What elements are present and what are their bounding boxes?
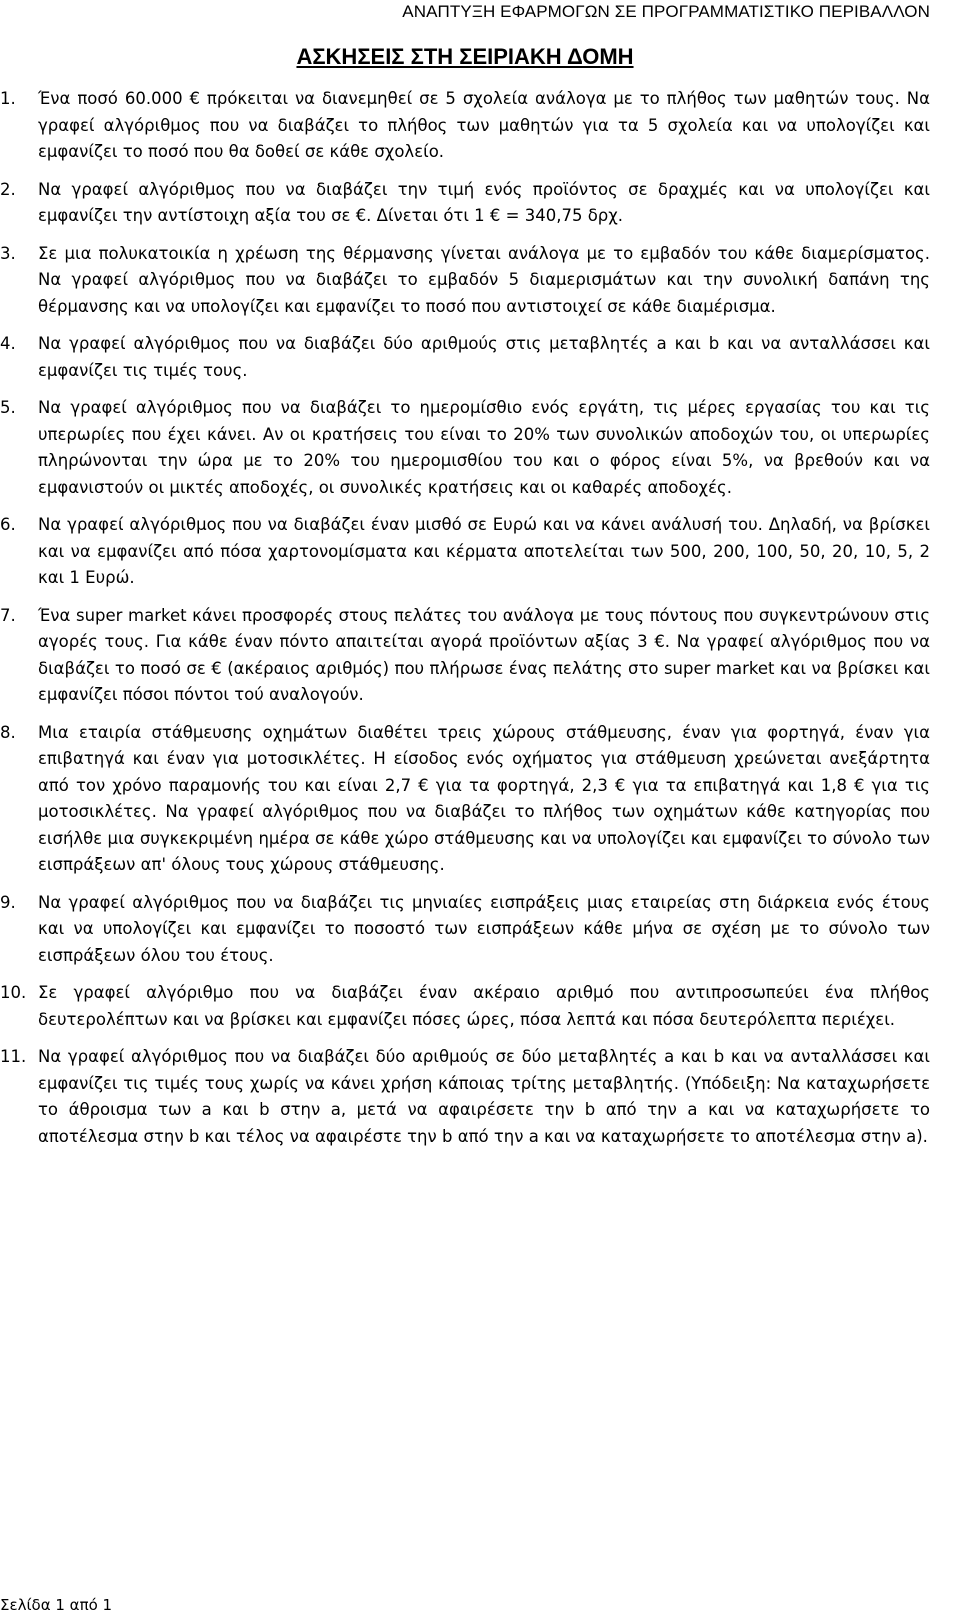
exercise-number: 3.	[0, 243, 16, 263]
exercise-number: 5.	[0, 398, 16, 417]
exercise-text: Ένα super market κάνει προσφορές στους πελάτες του ανάλογα με τους πόντους που συγκεντρώνουν στις αγορές τους. Για κάθε έναν πόντο απαιτείται αγορά προϊόντων αξίας 3 €. Να γραφεί αλγόριθμος που να διαβάζει το ποσό σε € (ακέραιος αριθμός) που πλήρωσε ένας πελάτης στο super market και να βρίσκει και εμφανίζει πόσοι πόντοι τού αναλογούν.	[38, 605, 930, 704]
page-title: ΑΣΚΗΣΕΙΣ ΣΤΗ ΣΕΙΡΙΑΚΗ ΔΟΜΗ	[296, 44, 634, 69]
exercise-number: 1.	[0, 89, 16, 108]
exercise-text: Να γραφεί αλγόριθμος που να διαβάζει την τιμή ενός προϊόντος σε δραχμές και να υπολογίζει και εμφανίζει την αντίστοιχη αξία του σε €. Δίνεται ότι 1 € = 340,75 δρχ.	[38, 179, 930, 225]
exercise-number: 4.	[0, 334, 16, 353]
page-footer: Σελίδα 1 από 1	[0, 1596, 113, 1614]
exercise-text: Ένα ποσό 60.000 € πρόκειται να διανεμηθεί σε 5 σχολεία ανάλογα με το πλήθος των μαθητών τους. Να γραφεί αλγόριθμος που να διαβάζει το πλήθος των μαθητών για τα 5 σχολεία και να υπολογίζει και εμφανίζει το ποσό που θα δοθεί σε κάθε σχολείο.	[38, 89, 930, 161]
exercise-item-1	[0, 86, 930, 166]
exercise-text: Να γραφεί αλγόριθμος που να διαβάζει τις μηνιαίες εισπράξεις μιας εταιρείας στη διάρκεια ενός έτους και να υπολογίζει και εμφανίζει το ποσοστό των εισπράξεων κάθε μήνα σε σχέση με το σύνολο των εισπράξεων όλου του έτους.	[38, 892, 930, 965]
exercise-number: 11.	[0, 1047, 27, 1066]
exercise-item-10	[0, 980, 930, 1033]
exercise-number: 6.	[0, 515, 16, 534]
exercise-text: Να γραφεί αλγόριθμος που να διαβάζει έναν μισθό σε Ευρώ και να κάνει ανάλυσή του. Δηλαδή, να βρίσκει και να εμφανίζει από πόσα χαρτονομίσματα και κέρματα αποτελείται των 500, 200, 100, 50, 20, 10, 5, 2 και 1 Ευρώ.	[38, 515, 930, 587]
exercise-item-9	[0, 890, 930, 970]
exercise-text: Να γραφεί αλγόριθμος που να διαβάζει δύο αριθμούς σε δύο μεταβλητές a και b και να ανταλλάσσει και εμφανίζει τις τιμές τους χωρίς να κάνει χρήση κάποιας τρίτης μεταβλητής. (Υπόδειξη: Να καταχωρήσετε το άθροισμα των a και b στην a, μετά να αφαιρέσετε την b από την a και να καταχωρήσετε το αποτέλεσμα στην b και τέλος να αφαιρέστε την b από την a και να καταχωρήσετε το αποτέλεσμα στην a).	[38, 1047, 930, 1146]
exercise-text: Σε μια πολυκατοικία η χρέωση της θέρμανσης γίνεται ανάλογα με το εμβαδόν του κάθε διαμερίσματος. Να γραφεί αλγόριθμος που να διαβάζει το εμβαδόν 5 διαμερισμάτων και την συνολική δαπάνη της θέρμανσης και να υπολογίζει και εμφανίζει το ποσό που αντιστοιχεί σε κάθε διαμέρισμα.	[38, 243, 930, 316]
exercise-text: Σε γραφεί αλγόριθμο που να διαβάζει έναν ακέραιο αριθμό που αντιπροσωπεύει ένα πλήθος δευτερολέπτων και να βρίσκει και εμφανίζει πόσες ώρες, πόσα λεπτά και πόσα δευτερόλεπτα περιέχει.	[38, 983, 930, 1029]
exercise-item-4	[0, 331, 930, 384]
exercise-item-2	[0, 177, 930, 230]
exercise-item-5	[0, 395, 930, 501]
exercise-item-11	[0, 1044, 930, 1150]
page-header: ΑΝΑΠΤΥΞΗ ΕΦΑΡΜΟΓΩΝ ΣΕ ΠΡΟΓΡΑΜΜΑΤΙΣΤΙΚΟ ΠΕΡΙΒΑΛΛΟΝ	[402, 2, 930, 21]
exercise-item-6	[0, 512, 930, 592]
exercise-number: 9.	[0, 892, 16, 912]
exercise-text: Να γραφεί αλγόριθμος που να διαβάζει δύο αριθμούς στις μεταβλητές a και b και να ανταλλάσσει και εμφανίζει τις τιμές τους.	[38, 334, 930, 380]
exercise-item-8	[0, 720, 930, 879]
exercise-item-7	[0, 603, 930, 709]
exercise-item-3	[0, 241, 930, 321]
exercise-text: Μια εταιρία στάθμευσης οχημάτων διαθέτει τρεις χώρους στάθμευσης, έναν για φορτηγά, έναν για επιβατηγά και έναν για μοτοσικλέτες. Η είσοδος ενός οχήματος για στάθμευση χρεώνεται ανεξάρτητα από τον χρόνο παραμονής του και είναι 2,7 € για τα φορτηγά, 2,3 € για τα επιβατηγά και 1,8 € για τις μοτοσικλέτες. Να γραφεί αλγόριθμος που να διαβάζει το πλήθος των οχημάτων κάθε κατηγορίας που εισήλθε μια συγκεκριμένη ημέρα σε κάθε χώρο στάθμευσης και να υπολογίζει και εμφανίζει το σύνολο των εισπράξεων απ' όλους τους χώρους στάθμευσης.	[38, 722, 930, 874]
exercise-text: Να γραφεί αλγόριθμος που να διαβάζει το ημερομίσθιο ενός εργάτη, τις μέρες εργασίας του και τις υπερωρίες που έχει κάνει. Αν οι κρατήσεις του είναι το 20% των συνολικών αποδοχών του, οι υπερωρίες πληρώνονται την ώρα με το 20% του ημερομισθίου του και ο φόρος είναι 5%, να βρεθούν και να εμφανιστούν οι μικτές αποδοχές, οι συνολικές κρατήσεις και οι καθαρές αποδοχές.	[38, 398, 930, 497]
exercise-list	[0, 86, 930, 1161]
exercise-number: 7.	[0, 605, 16, 625]
exercise-number: 8.	[0, 722, 16, 742]
exercise-number: 10.	[0, 983, 27, 1002]
exercise-number: 2.	[0, 179, 16, 199]
